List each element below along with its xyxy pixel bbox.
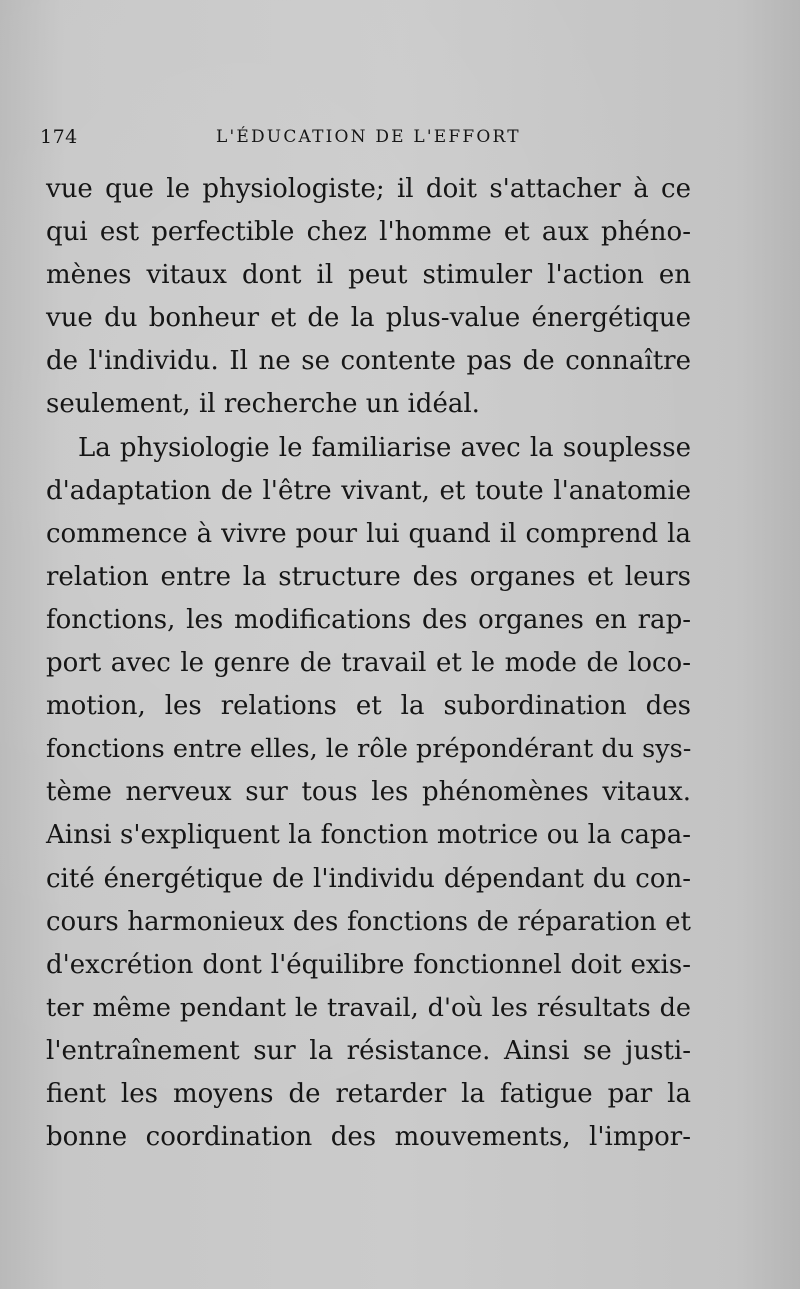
text-line: fonctions entre elles, le rôle prépondérant du sys-: [46, 734, 692, 765]
text-line: vue que le physiologiste; il doit s'attacher à ce: [46, 174, 691, 204]
text-line: fonctions, les modifications des organes en rap-: [46, 604, 691, 635]
text-line: motion, les relations et la subordination des: [46, 691, 691, 722]
text-line: ter même pendant le travail, d'où les résultats de: [46, 992, 691, 1023]
text-line: La physiologie le familiarise avec la souplesse: [78, 432, 691, 463]
text-line: commence à vivre pour lui quand il comprend la: [46, 518, 691, 549]
page-number: 174: [40, 126, 78, 148]
text-line: l'entraînement sur la résistance. Ainsi se justi-: [46, 1035, 691, 1066]
text-line: de l'individu. Il ne se contente pas de connaître: [46, 346, 691, 377]
text-line: seulement, il recherche un idéal.: [46, 389, 480, 420]
text-line: d'excrétion dont l'équilibre fonctionnel doit exis-: [46, 949, 691, 980]
text-line: fient les moyens de retarder la fatigue par la: [46, 1078, 691, 1109]
text-line: bonne coordination des mouvements, l'impor-: [46, 1122, 691, 1153]
text-line: d'adaptation de l'être vivant, et toute l'anatomie: [46, 475, 691, 506]
text-line: cité énergétique de l'individu dépendant du con-: [46, 863, 691, 894]
text-body: [46, 168, 691, 1159]
text-line: qui est perfectible chez l'homme et aux phéno-: [46, 217, 691, 248]
text-line: Ainsi s'expliquent la fonction motrice ou la capa-: [46, 820, 691, 851]
text-line: cours harmonieux des fonctions de réparation et: [46, 906, 691, 937]
text-line: vue du bonheur et de la plus-value énergétique: [46, 303, 691, 334]
text-line: mènes vitaux dont il peut stimuler l'action en: [46, 260, 691, 291]
running-title: L'ÉDUCATION DE L'EFFORT: [216, 127, 521, 147]
text-line: relation entre la structure des organes et leurs: [46, 561, 691, 592]
text-line: port avec le genre de travail et le mode de loco-: [46, 648, 691, 679]
running-head: [40, 126, 730, 156]
text-line: tème nerveux sur tous les phénomènes vitaux.: [46, 777, 691, 808]
